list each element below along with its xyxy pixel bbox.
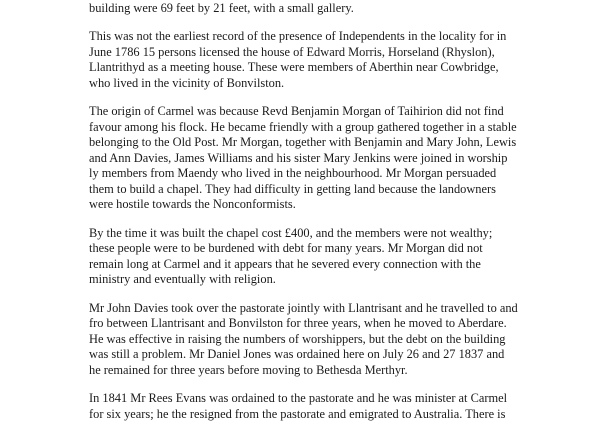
text-line: Llantrithyd as a meeting house. These were members of Aberthin near Cowbridge, <box>89 60 499 74</box>
text-line: for six years; he the resigned from the pastorate and emigrated to Australia. There is <box>89 406 506 421</box>
text-line: these people were to be burdened with debt for many years. Mr Morgan did not <box>89 241 483 255</box>
text-line: This was not the earliest record of the presence of Independents in the locality for in <box>89 29 507 43</box>
text-line: building were 69 feet by 21 feet, with a small gallery. <box>89 0 354 15</box>
paragraph <box>89 301 529 379</box>
text-line: who lived in the vicinity of Bonvilston. <box>89 75 285 90</box>
paragraph <box>89 391 529 422</box>
text-line: ministry and eventually with religion. <box>89 272 276 286</box>
document-body <box>89 0 529 435</box>
paragraph <box>89 104 529 213</box>
paragraph <box>89 0 529 16</box>
text-line: belonging to the Old Post. Mr Morgan, together with Benjamin and Mary John, Lewis <box>89 135 517 149</box>
text-line: was still a problem. Mr Daniel Jones was ordained here on July 26 and 27 1837 and <box>89 347 505 361</box>
text-line: fro between Llantrisant and Bonvilston for three years, when he moved to Aberdare. <box>89 316 507 330</box>
text-line: He was effective in raising the numbers of worshippers, but the debt on the building <box>89 331 506 346</box>
text-line: By the time it was built the chapel cost £400, and the members were not wealthy; <box>89 225 493 240</box>
text-line: them to build a chapel. They had difficulty in getting land because the landowners <box>89 181 496 196</box>
text-line: favour among his flock. He became friendly with a group gathered together in a stable <box>89 119 517 134</box>
text-line: and Ann Davies, James Williams and his sister Mary Jenkins were joined in worship <box>89 150 508 165</box>
text-line: In 1841 Mr Rees Evans was ordained to the pastorate and he was minister at Carmel <box>89 391 508 405</box>
text-line: The origin of Carmel was because Revd Benjamin Morgan of Taihirion did not find <box>89 104 504 118</box>
text-line: Mr John Davies took over the pastorate jointly with Llantrisant and he travelled to and <box>89 300 518 315</box>
text-line: ly members from Maendy who lived in the neighbourhood. Mr Morgan persuaded <box>89 166 497 180</box>
text-line: June 1786 15 persons licensed the house of Edward Morris, Horseland (Rhyslon), <box>89 44 495 59</box>
paragraph <box>89 29 529 91</box>
text-line: he remained for three years before moving to Bethesda Merthyr. <box>89 362 408 377</box>
text-line: were hostile towards the Nonconformists. <box>89 197 296 211</box>
text-line: remain long at Carmel and it appears that he severed every connection with the <box>89 256 481 271</box>
paragraph <box>89 226 529 288</box>
